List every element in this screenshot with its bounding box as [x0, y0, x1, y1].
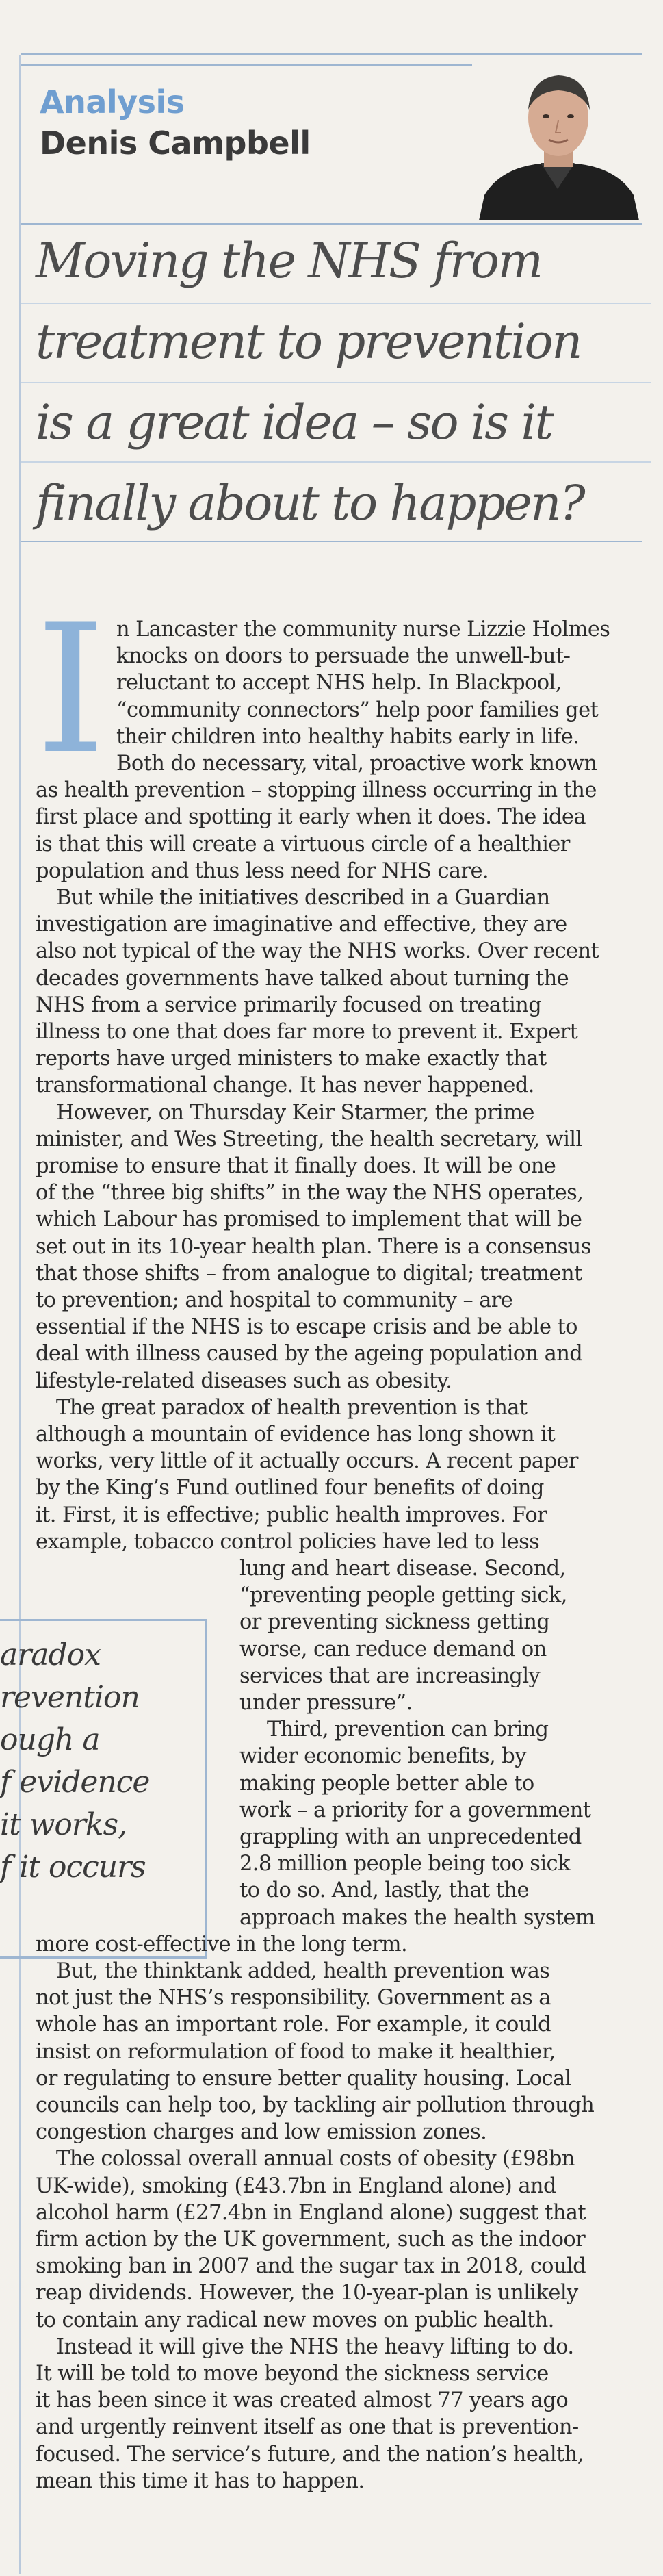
body-line: more cost-effective in the long term. — [36, 1932, 408, 1956]
body-line: worse, can reduce demand on — [239, 1637, 547, 1661]
body-line: mean this time it has to happen. — [36, 2469, 365, 2493]
body-line: example, tobacco control policies have led to less — [36, 1529, 540, 1554]
body-line: Third, prevention can bring — [267, 1718, 549, 1742]
body-line: grappling with an unprecedented — [239, 1825, 582, 1849]
body-line: n Lancaster the community nurse Lizzie Holmes — [116, 617, 610, 641]
body-line: lung and heart disease. Second, — [239, 1557, 566, 1581]
body-line: work – a priority for a government — [239, 1798, 591, 1822]
body-line: whole has an important role. For example, it could — [36, 2013, 551, 2037]
body-line: The colossal overall annual costs of obesity (£98bn — [56, 2147, 575, 2171]
body-line: their children into healthy habits early in life. — [116, 724, 580, 749]
body-line: approach makes the health system — [239, 1905, 595, 1930]
pull-quote-line: f it occurs — [0, 1850, 146, 1885]
body-line: or regulating to ensure better quality housing. Local — [36, 2066, 571, 2091]
body-line: firm action by the UK government, such as the indoor — [36, 2228, 586, 2252]
body-line: reap dividends. However, the 10-year-plan is unlikely — [36, 2281, 578, 2306]
body-line: as health prevention – stopping illness occurring in the — [36, 778, 597, 803]
body-line: lifestyle-related diseases such as obesity. — [36, 1368, 452, 1393]
body-line: promise to ensure that it finally does. It will be one — [36, 1154, 556, 1178]
body-line: UK-wide), smoking (£43.7bn in England alone) and — [36, 2173, 556, 2198]
body-line: reports have urged ministers to make exactly that — [36, 1047, 547, 1071]
body-line: or preventing sickness getting — [239, 1610, 550, 1635]
headline-line-1: Moving the NHS from — [36, 233, 542, 289]
pull-quote-line: f evidence — [0, 1765, 150, 1800]
body-line: alcohol harm (£27.4bn in England alone) suggest that — [36, 2200, 586, 2225]
body-line: by the King’s Fund outlined four benefits of doing — [36, 1476, 544, 1501]
body-line: “community connectors” help poor families get — [116, 698, 599, 722]
body-line: insist on reformulation of food to make it healthier, — [36, 2039, 556, 2064]
body-line: making people better able to — [239, 1771, 534, 1796]
body-line: illness to one that does far more to prevent it. Expert — [36, 1020, 578, 1044]
body-line: However, on Thursday Keir Starmer, the prime — [56, 1100, 534, 1125]
body-line: wider economic benefits, by — [239, 1744, 526, 1769]
body-line: although a mountain of evidence has long shown it — [36, 1423, 555, 1446]
body-line: councils can help too, by tackling air pollution through — [36, 2093, 595, 2117]
body-line: set out in its 10-year health plan. There is a consensus — [36, 1234, 591, 1259]
body-line: of the “three big shifts” in the way the NHS operates, — [36, 1181, 584, 1206]
body-line: congestion charges and low emission zones. — [36, 2120, 487, 2145]
body-line: transformational change. It has never happened. — [36, 1073, 534, 1098]
body-line: population and thus less need for NHS care. — [36, 858, 489, 883]
drop-cap: I — [36, 587, 106, 793]
body-line: focused. The service’s future, and the nation’s health, — [36, 2442, 584, 2466]
body-line: works, very little of it actually occurs. A recent paper — [36, 1449, 578, 1474]
body-line: it has been since it was created almost 77 years ago — [36, 2388, 569, 2413]
body-line: that those shifts – from analogue to digital; treatment — [36, 1261, 582, 1286]
pull-quote-line: revention — [0, 1680, 140, 1715]
body-line: which Labour has promised to implement that will be — [36, 1208, 582, 1232]
body-line: to do so. And, lastly, that the — [239, 1878, 529, 1903]
body-line: services that are increasingly — [239, 1663, 541, 1688]
body-line: to prevention; and hospital to community – are — [36, 1288, 513, 1312]
body-line: and urgently reinvent itself as one that is prevention- — [36, 2415, 579, 2440]
pull-quote-line: aradox — [0, 1637, 101, 1672]
section-kicker: Analysis — [40, 84, 185, 120]
body-line: Instead it will give the NHS the heavy lifting to do. — [56, 2334, 574, 2359]
body-line: The great paradox of health prevention is that — [56, 1395, 528, 1420]
headline-line-2: treatment to prevention — [36, 314, 581, 370]
pull-quote-line: ough a — [0, 1722, 100, 1757]
body-line: 2.8 million people being too sick — [239, 1852, 570, 1876]
headline-line-4: finally about to happen? — [36, 475, 584, 531]
body-line: NHS from a service primarily focused on treating — [36, 993, 542, 1017]
body-line: is that this will create a virtuous circle of a healthier — [36, 832, 570, 856]
body-line: under pressure”. — [239, 1691, 413, 1715]
body-line: smoking ban in 2007 and the sugar tax in 2018, could — [36, 2254, 586, 2279]
body-line: first place and spotting it early when it does. The idea — [36, 805, 586, 830]
body-line: Both do necessary, vital, proactive work known — [116, 752, 597, 776]
body-line: decades governments have talked about turning the — [36, 966, 569, 991]
body-line: it. First, it is effective; public health improves. For — [36, 1503, 547, 1527]
body-line: to contain any radical new moves on public health. — [36, 2308, 554, 2332]
body-line: But, the thinktank added, health prevention was — [56, 1959, 550, 1983]
body-line: It will be told to move beyond the sickness service — [36, 2362, 549, 2386]
body-line: deal with illness caused by the ageing population and — [36, 1342, 583, 1366]
body-line: knocks on doors to persuade the unwell-but- — [116, 644, 571, 669]
headline-line-3: is a great idea – so is it — [36, 394, 553, 450]
body-line: investigation are imaginative and effective, they are — [36, 913, 567, 937]
body-line: “preventing people getting sick, — [239, 1583, 567, 1608]
pull-quote-line: it works, — [0, 1807, 127, 1842]
body-line: reluctant to accept NHS help. In Blackpool, — [116, 671, 562, 696]
author-byline: Denis Campbell — [40, 125, 311, 162]
body-line: But while the initiatives described in a Guardian — [56, 886, 550, 910]
body-line: essential if the NHS is to escape crisis and be able to — [36, 1315, 577, 1340]
body-line: not just the NHS’s responsibility. Government as a — [36, 1986, 551, 2011]
body-line: minister, and Wes Streeting, the health secretary, will — [36, 1127, 582, 1151]
body-line: also not typical of the way the NHS works. Over recent — [36, 939, 599, 964]
